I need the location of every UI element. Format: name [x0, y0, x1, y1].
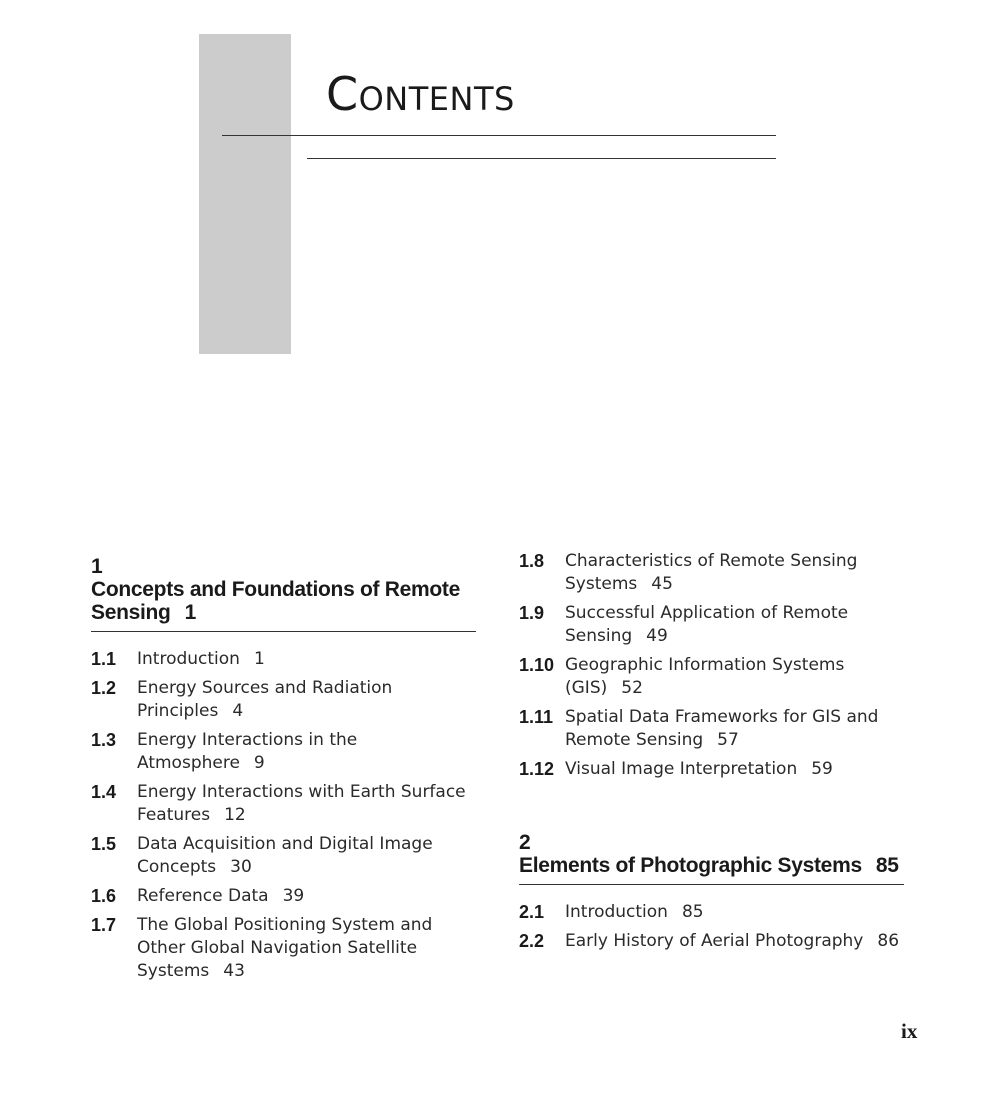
- section-page: 43: [223, 961, 245, 981]
- toc-entry[interactable]: [91, 677, 476, 723]
- section-title: [565, 706, 904, 752]
- toc-column-right: [519, 550, 904, 959]
- page-folio: ix: [901, 1019, 918, 1043]
- section-title-text: Energy Interactions with Earth Surface Features: [137, 782, 466, 825]
- section-page: 49: [646, 626, 668, 646]
- section-title: [565, 602, 904, 648]
- section-number: 1.9: [519, 603, 545, 623]
- toc-entry[interactable]: [519, 930, 904, 953]
- page-title: Contents: [326, 67, 515, 121]
- toc-entry[interactable]: [519, 654, 904, 700]
- section-number: 1.8: [519, 551, 545, 571]
- chapter-title-text: Elements of Photographic Systems: [519, 854, 862, 877]
- section-title: [137, 729, 476, 775]
- section-title-text: Introduction: [565, 902, 668, 922]
- toc-entry[interactable]: [91, 648, 476, 671]
- section-title-text: Spatial Data Frameworks for GIS and Remote Sensing: [565, 707, 879, 750]
- toc-entry[interactable]: [519, 706, 904, 752]
- section-title: [137, 885, 476, 908]
- section-title-text: Data Acquisition and Digital Image Concepts: [137, 834, 433, 877]
- section-title: [565, 930, 904, 953]
- section-number: 1.11: [519, 707, 554, 727]
- section-number: 1.4: [91, 782, 117, 802]
- section-title: [137, 914, 476, 983]
- section-page: 9: [253, 753, 265, 773]
- section-number: 1.1: [91, 649, 117, 669]
- chapter-number: 2: [519, 831, 531, 854]
- section-title-text: Successful Application of Remote Sensing: [565, 603, 849, 646]
- section-title-text: Energy Sources and Radiation Principles: [137, 678, 393, 721]
- section-title: [565, 654, 904, 700]
- chapter-title[interactable]: [519, 854, 904, 877]
- section-title: [137, 648, 476, 671]
- section-title-text: Visual Image Interpretation: [565, 759, 798, 779]
- section-number: 1.6: [91, 886, 117, 906]
- section-number: 1.7: [91, 915, 117, 935]
- section-title-text: Characteristics of Remote Sensing Systems: [565, 551, 858, 594]
- section-title: [137, 833, 476, 879]
- section-page: 45: [651, 574, 673, 594]
- toc-entry[interactable]: [91, 833, 476, 879]
- toc-entry[interactable]: [91, 914, 476, 983]
- chapter-heading: [91, 555, 476, 632]
- section-title-text: The Global Positioning System and Other Global Navigation Satellite Systems: [137, 915, 433, 981]
- section-number: 2.1: [519, 902, 545, 922]
- section-title: [137, 781, 476, 827]
- chapter-title-text: Concepts and Foundations of Remote Sensing: [91, 578, 460, 624]
- section-number: 1.5: [91, 834, 117, 854]
- toc-column-left: [91, 555, 476, 989]
- section-title-text: Geographic Information Systems (GIS): [565, 655, 845, 698]
- title-rule-lower: [307, 158, 776, 159]
- section-title-text: Introduction: [137, 649, 240, 669]
- chapter-title[interactable]: [91, 578, 476, 624]
- section-title-text: Early History of Aerial Photography: [565, 931, 864, 951]
- toc-entry[interactable]: [91, 729, 476, 775]
- chapter-heading: [519, 831, 904, 885]
- chapter-rule: [91, 631, 476, 632]
- section-page: 39: [282, 886, 305, 906]
- section-number: 2.2: [519, 931, 545, 951]
- toc-entry[interactable]: [91, 885, 476, 908]
- toc-entry[interactable]: [519, 758, 904, 781]
- section-page: 59: [811, 759, 833, 779]
- section-page: 12: [224, 805, 246, 825]
- section-title-text: Reference Data: [137, 886, 269, 906]
- decorative-gray-block: [199, 34, 291, 354]
- section-page: 57: [717, 730, 739, 750]
- section-page: 4: [232, 701, 244, 721]
- section-number: 1.10: [519, 655, 555, 675]
- toc-entry[interactable]: [519, 550, 904, 596]
- section-page: 1: [253, 649, 265, 669]
- section-page: 85: [681, 902, 704, 922]
- section-title-text: Energy Interactions in the Atmosphere: [137, 730, 358, 773]
- chapter-page: 1: [184, 601, 196, 624]
- section-number: 1.3: [91, 730, 117, 750]
- section-number: 1.12: [519, 759, 555, 779]
- toc-entry[interactable]: [519, 602, 904, 648]
- section-page: 30: [230, 857, 252, 877]
- toc-entry[interactable]: [519, 901, 904, 924]
- section-title: [565, 758, 904, 781]
- section-page: 86: [877, 931, 900, 951]
- toc-entry[interactable]: [91, 781, 476, 827]
- section-page: 52: [621, 678, 643, 698]
- section-number: 1.2: [91, 678, 117, 698]
- chapter-page: 85: [875, 854, 899, 877]
- title-rule-upper: [222, 135, 776, 136]
- chapter-rule: [519, 884, 904, 885]
- section-title: [565, 901, 904, 924]
- chapter-number: 1: [91, 555, 103, 578]
- section-title: [137, 677, 476, 723]
- section-title: [565, 550, 904, 596]
